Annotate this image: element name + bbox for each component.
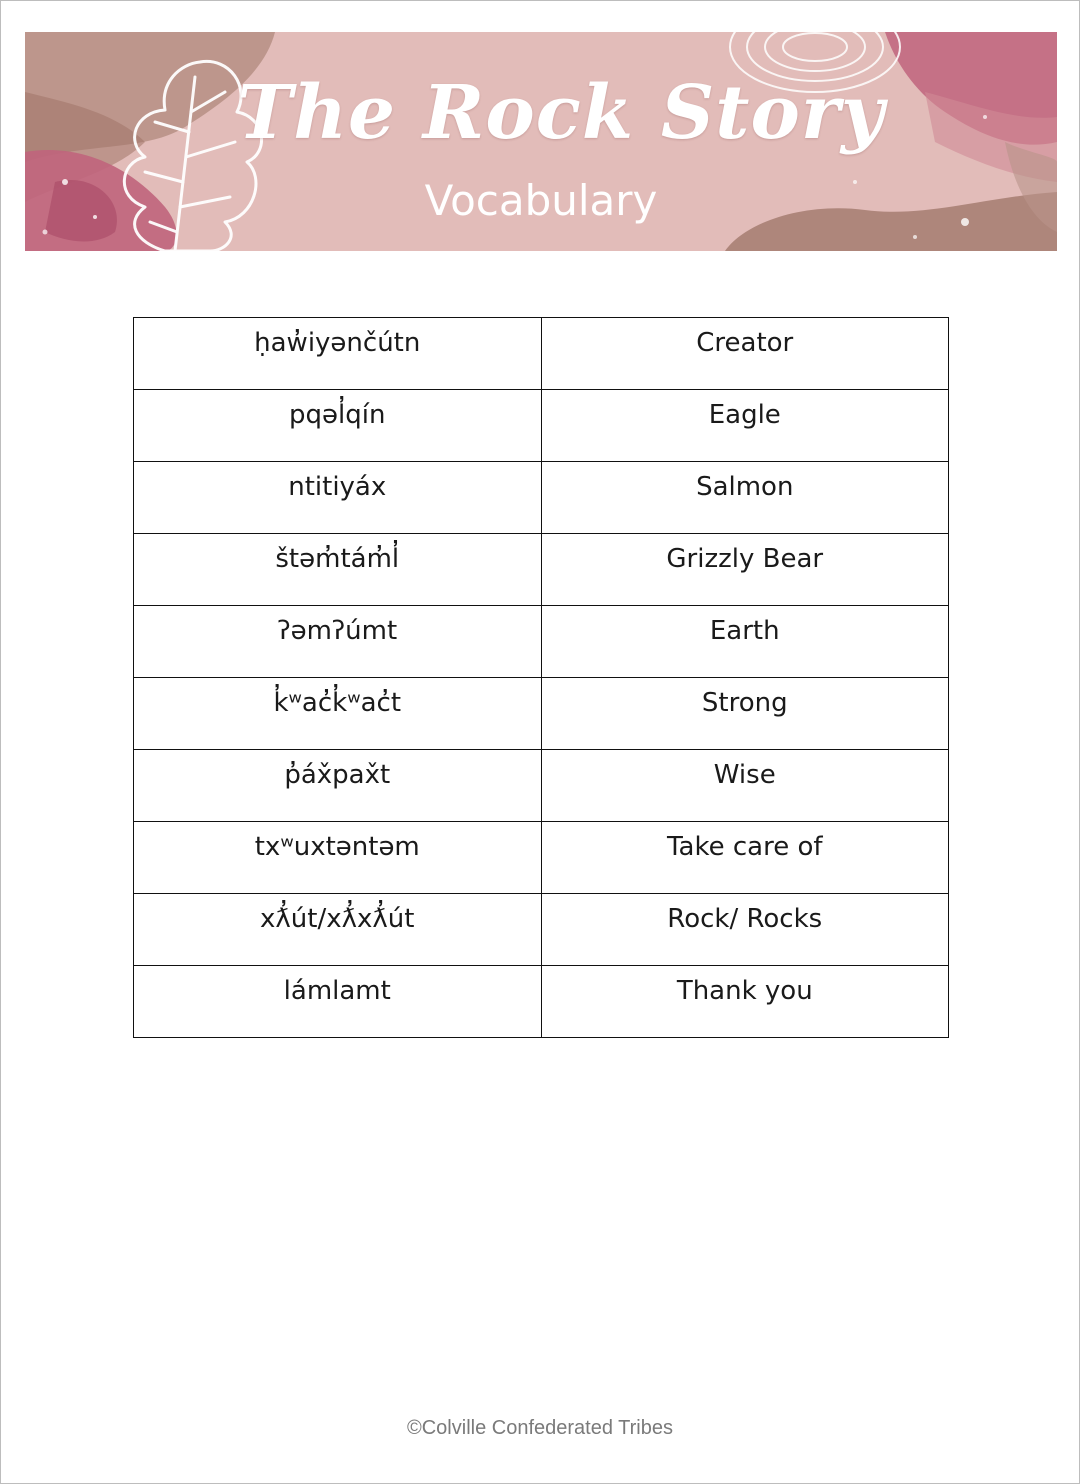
- page-title: The Rock Story: [237, 70, 885, 156]
- meaning-cell: Wise: [541, 750, 949, 822]
- table-row: [134, 318, 949, 390]
- copyright-footer: ©Colville Confederated Tribes: [407, 1417, 673, 1439]
- table-row: [134, 678, 949, 750]
- vocabulary-table: [133, 317, 949, 1038]
- term-cell: pqəl̓qín: [134, 390, 542, 462]
- meaning-cell: Grizzly Bear: [541, 534, 949, 606]
- meaning-cell: Take care of: [541, 822, 949, 894]
- table-row: [134, 534, 949, 606]
- table-row: [134, 966, 949, 1038]
- term-cell: p̓áx̌pax̌t: [134, 750, 542, 822]
- term-cell: k̓ʷac̓k̓ʷac̓t: [134, 678, 542, 750]
- term-cell: xƛ̓út/xƛ̓xƛ̓út: [134, 894, 542, 966]
- term-cell: ntitiyáx: [134, 462, 542, 534]
- table-row: [134, 462, 949, 534]
- meaning-cell: Thank you: [541, 966, 949, 1038]
- term-cell: lámlamt: [134, 966, 542, 1038]
- term-cell: ḥaw̓iyənčútn: [134, 318, 542, 390]
- term-cell: ʔəmʔúmt: [134, 606, 542, 678]
- meaning-cell: Earth: [541, 606, 949, 678]
- meaning-cell: Salmon: [541, 462, 949, 534]
- term-cell: txʷuxtəntəm: [134, 822, 542, 894]
- table-row: [134, 822, 949, 894]
- meaning-cell: Strong: [541, 678, 949, 750]
- meaning-cell: Rock/ Rocks: [541, 894, 949, 966]
- header-banner: [25, 32, 1057, 251]
- meaning-cell: Creator: [541, 318, 949, 390]
- table-row: [134, 390, 949, 462]
- meaning-cell: Eagle: [541, 390, 949, 462]
- term-cell: štəm̓tám̓l̓: [134, 534, 542, 606]
- table-row: [134, 750, 949, 822]
- page-subtitle: Vocabulary: [424, 176, 658, 225]
- table-row: [134, 894, 949, 966]
- table-row: [134, 606, 949, 678]
